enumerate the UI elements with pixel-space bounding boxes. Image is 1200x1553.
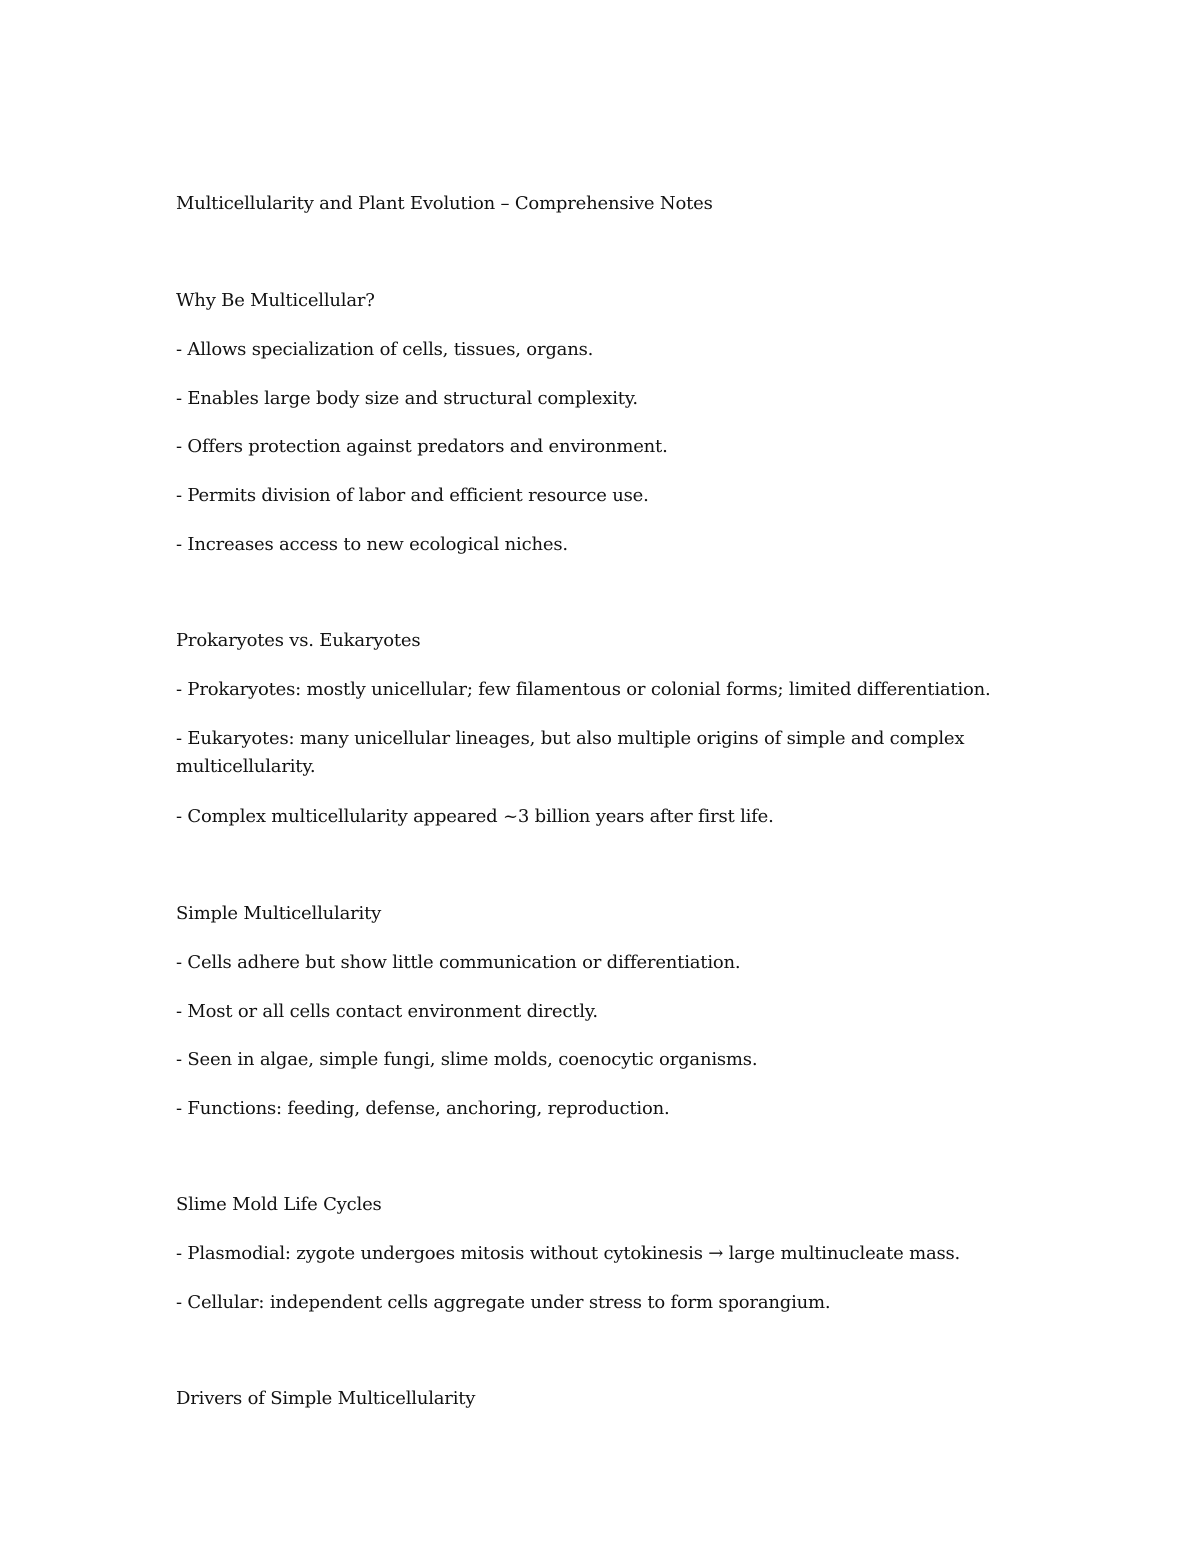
bullet-item: - Seen in algae, simple fungi, slime molds, coenocytic organisms. (176, 1049, 758, 1070)
bullet-item: - Enables large body size and structural complexity. (176, 388, 638, 409)
bullet-item: - Complex multicellularity appeared ~3 billion years after first life. (176, 806, 774, 827)
bullet-item: - Plasmodial: zygote undergoes mitosis without cytokinesis → large multinucleate mass. (176, 1243, 961, 1264)
bullet-item: - Increases access to new ecological niches. (176, 534, 568, 555)
bullet-item: - Allows specialization of cells, tissues, organs. (176, 339, 594, 360)
bullet-item: - Cellular: independent cells aggregate under stress to form sporangium. (176, 1292, 831, 1313)
bullet-item: - Prokaryotes: mostly unicellular; few filamentous or colonial forms; limited differentiation. (176, 679, 991, 700)
bullet-item: - Eukaryotes: many unicellular lineages, but also multiple origins of simple and complex multicellularity. (176, 728, 965, 777)
section-heading-drivers-simple-multicellularity: Drivers of Simple Multicellularity (176, 1388, 476, 1409)
section-heading-simple-multicellularity: Simple Multicellularity (176, 903, 382, 924)
bullet-item: - Functions: feeding, defense, anchoring, reproduction. (176, 1098, 670, 1119)
bullet-item: - Most or all cells contact environment directly. (176, 1001, 598, 1022)
section-heading-slime-mold-life-cycles: Slime Mold Life Cycles (176, 1194, 382, 1215)
bullet-item: - Cells adhere but show little communication or differentiation. (176, 952, 741, 973)
bullet-item: - Offers protection against predators and environment. (176, 436, 668, 457)
section-heading-prokaryotes-eukaryotes: Prokaryotes vs. Eukaryotes (176, 630, 421, 651)
section-heading-why-multicellular: Why Be Multicellular? (176, 290, 375, 311)
bullet-item: - Permits division of labor and efficient resource use. (176, 485, 649, 506)
document-title: Multicellularity and Plant Evolution – Comprehensive Notes (176, 193, 713, 214)
